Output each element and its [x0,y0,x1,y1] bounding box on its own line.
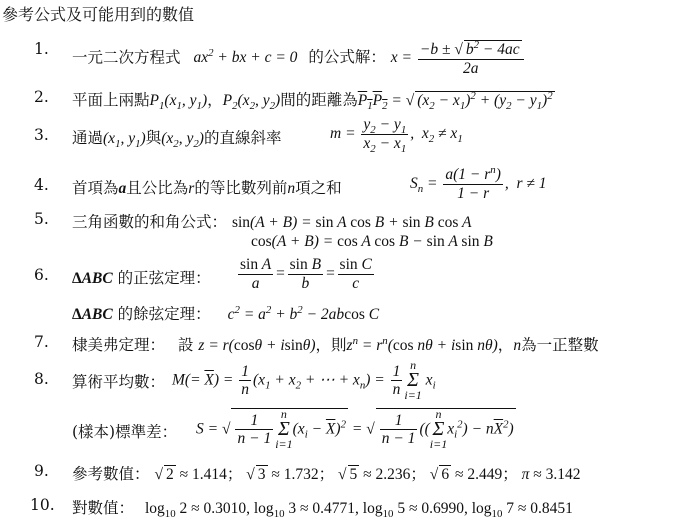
sine-sum-formula: sin(A + B) = sin A cos B + sin B cos A [231,214,472,231]
geometric-sum-formula: $S_n$ = $\frac{a(1 - r^n)}{1 - r}$ , r ≠ 1 [410,163,547,202]
item-number: 5. [34,210,49,228]
item-text: 間的距離為 [280,91,358,109]
demoivre-zn: $z^n = r^n(\cos$ nθ + isin nθ) [346,334,498,354]
item-number: 4. [34,176,49,194]
item-text: 的公式解： [308,48,386,67]
item-text: 為一正整數 [521,336,599,354]
formula-sheet: 參考公式及可能用到的數值 1. 一元二次方程式 $ax^2$ + bx + c = 0 的公式解： x = $\frac{-b \pm √ b^2 - 4ac}{2a}$ 2. 平面上兩點$P_1(x_1$, $y_1$)，$P_2(x_2$, $y_2$)間的距離為$P_1P_2$ = √ $(x_2 - x_1)^2 + (y_2 - y_1)^2$ 3. 通過($x_1$, $y_1$)與($x_2$, $y_2$)的直線斜率 m = $\frac{y_2 - y_1}{x_2 - x_1}$ , $x_2 \ne x_1$ 4. 首項為a且公比為r的等比數列前n項之和 $S_n$ = $\frac{a(1 - r^n)}{1 - r}$ , r ≠ 1 5. 三角函數的和角公式： sin(A + B) = sin A cos B + sin B cos A cos(A + B) = cos A cos B − sin A sin B 6. ΔABC 的正弦定理： $\frac{\text{sin A}}{a}$ = $\frac{\text{sin B}}{b}$ = $\frac{\text{sin C}}{c}$ ΔABC 的餘弦定理： $c^2 = a^2 + b^2 - 2abcos$ C 7. 棣美弗定理： 設 z = r(cosθ + isinθ)，則$z^n = r^n(\cos$ nθ + isin nθ)，n為一正整數 8. 算術平均數： $M(= \overline{X})$ = $\frac{1}{n}$ ($x_1 + x_2$ + ⋯ + $x_n$) = $\frac{1}{n}$ n Σ i=1 $x_i$ (樣本)標準差： S = √ $\frac{1}{n - 1}$ n Σ $i=1(x_i - \overline{X})^2$ = √ $\frac{1}{n - 1}$ ((n Σ $i=1x_i^2) - n\overline{X}^2$) 9. 參考數值： √ 2 ≈ 1.414； √ 3 ≈ 1.732； √ 5 ≈ 2.236； √ 6 ≈ 2.449； π ≈ 3.142 10. 對數值： $\log_{10} 2 \approx 0.3010$, $\log_{10} 3 \approx 0.4771$, $\log_{10} 5 \approx 0.6990$, $\log_{10} 7 \approx 0.8451$ [0,0,691,522]
item-number: 9. [34,462,49,480]
item-text: 與 [145,129,162,147]
item-text: ， [497,336,514,354]
slope-formula: m = $\frac{y_2 - y_1}{x_2 - x_1}$ , $x_2 \ne x_1$ [330,116,463,155]
item-text: 一元二次方程式 [72,48,181,67]
item-number: 1. [34,40,49,58]
item-text: 參考數值： [72,465,150,483]
item-number: 7. [34,333,49,351]
sqrt-values: √ 2 ≈ 1.414； √ 3 ≈ 1.732； √ 5 ≈ 2.236； √ 6 ≈ 2.449； π ≈ 3.142 [154,466,581,483]
item-number: 2. [34,88,49,106]
item-text: 首項為 [72,179,119,197]
item-text: 項之和 [295,179,342,197]
log-values: $\log_{10} 2 \approx 0.3010$, $\log_{10} 3 \approx 0.4771$, $\log_{10} 5 \approx 0.6990$, $\log_{10} 7 \approx 0.8451$ [144,500,573,521]
item-text: (樣本)標準差： [72,423,178,441]
point-p2: $P_2(x_2$, $y_2$) [222,92,281,113]
item-number: 10. [30,496,55,514]
item-text: 的等比數列前 [194,179,288,197]
mean-formula: $M(= \overline{X})$ = $\frac{1}{n}$ ($x_1 + x_2$ + ⋯ + $x_n$) = $\frac{1}{n}$ n Σ i=1 $x_i$ [172,358,436,403]
item-text: 算術平均數： [72,373,166,391]
quadratic-equation: $ax^2$ + bx + c = 0 [193,47,298,67]
item-text: 設 [177,336,194,354]
item-number: 6. [34,266,49,284]
item-text: 的餘弦定理： [117,305,211,323]
item-text: 通過 [72,129,104,147]
page-title: 參考公式及可能用到的數值 [2,5,195,24]
item-text: 的直線斜率 [203,129,282,147]
item-text: 棣美弗定理： [72,336,166,354]
quadratic-formula: x = $\frac{-b \pm √ b^2 - 4ac}{2a}$ [391,49,526,66]
item-text: 平面上兩點 [72,91,150,109]
item-text: 三角函數的和角公式： [72,213,228,231]
distance-formula: $P_1P_2$ = √ $(x_2 - x_1)^2 + (y_2 - y_1)^2$ [357,89,553,113]
law-of-sines: $\frac{\text{sin A}}{a}$ = $\frac{\text{sin B}}{b}$ = $\frac{\text{sin C}}{c}$ [240,256,372,292]
item-number: 8. [34,370,49,388]
item-text: 對數值： [72,499,135,517]
point-p1: $P_1(x_1$, $y_1$) [149,92,208,113]
item-number: 3. [34,126,49,144]
std-dev-formula: S = √ $\frac{1}{n - 1}$ n Σ $i=1(x_i - \overline{X})^2$ = √ $\frac{1}{n - 1}$ ((n Σ $i=1x_i^2) - n\overline{X}^2$) [196,407,514,452]
law-of-cosines: $c^2 = a^2 + b^2 - 2abcos$ C [227,303,380,323]
demoivre-z: z = r(cosθ + isinθ) [198,337,316,354]
item-text: ， [207,91,223,109]
item-text: ，則 [315,336,347,354]
item-text: 的正弦定理： [117,269,211,287]
item-text: 且公比為 [126,179,189,197]
cosine-sum-formula: cos(A + B) = cos A cos B − sin A sin B [251,233,493,250]
